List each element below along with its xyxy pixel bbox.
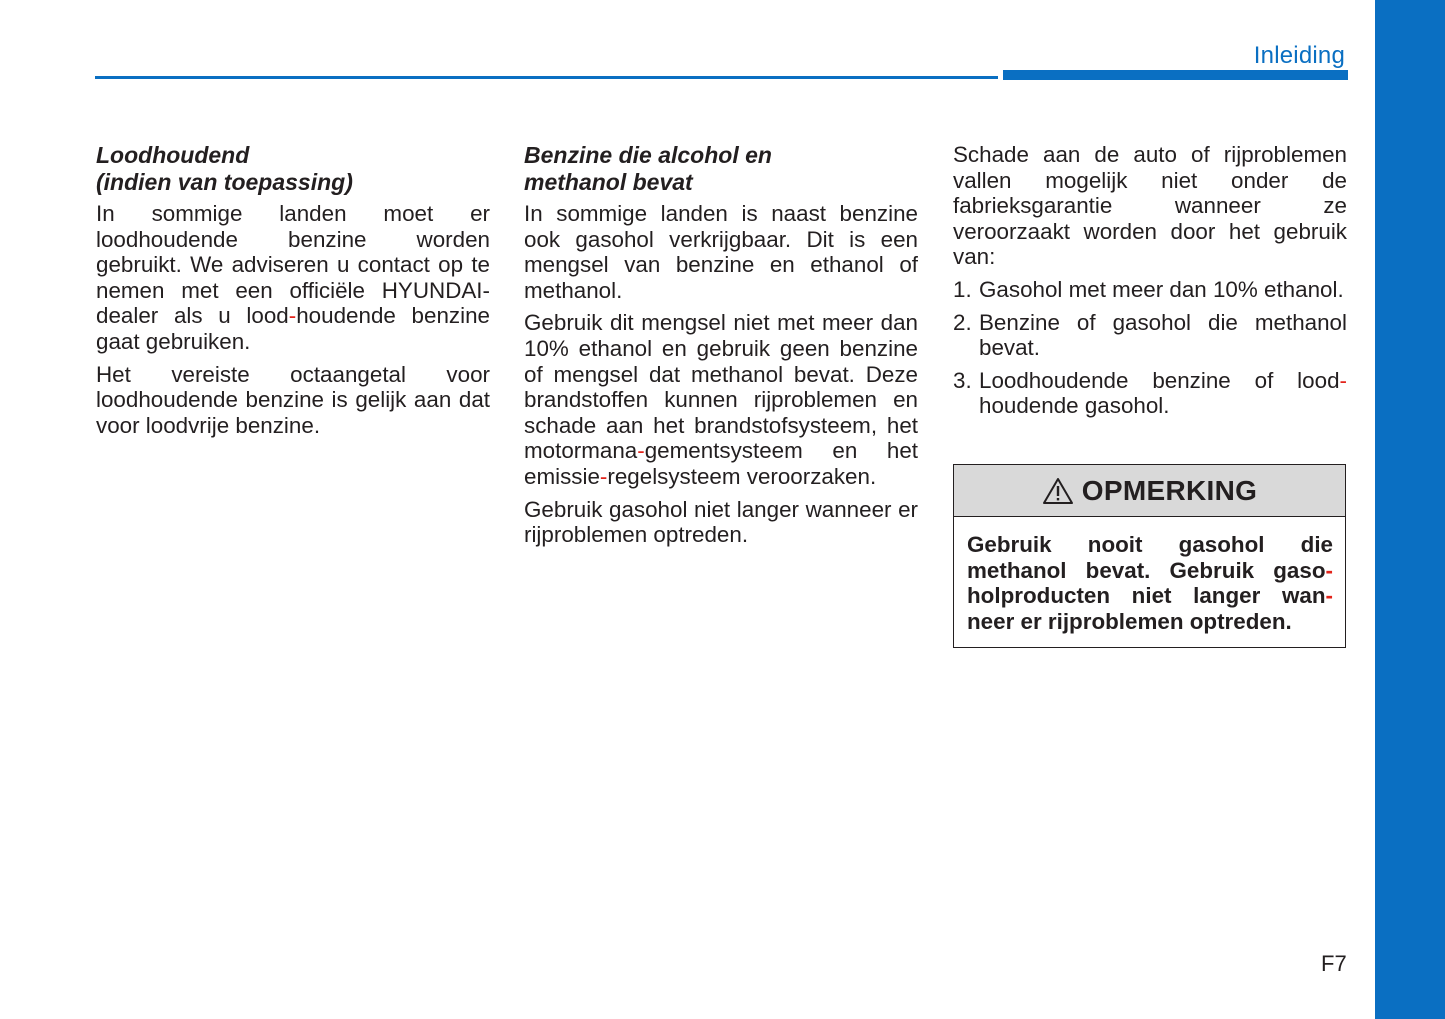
list-item: 1. Gasohol met meer dan 10% ethanol. — [953, 276, 1344, 302]
note-body: Gebruik nooit gasohol die methanol bevat. Gebruik gaso-holproducten niet langer wan-neer er rijproblemen optreden. — [967, 532, 1333, 634]
numbered-list — [953, 277, 1347, 419]
chapter-side-tab — [1375, 0, 1445, 1019]
heading-alcohol-fuel: Benzine die alcohol en methanol bevat — [524, 142, 772, 195]
header-rule — [95, 76, 998, 79]
note-header — [954, 465, 1345, 517]
heading-lead-fuel: Loodhoudend (indien van toepassing) — [96, 142, 353, 195]
section-title: Inleiding — [1253, 42, 1345, 69]
paragraph: Het vereiste octaangetal voor loodhoudende benzine is gelijk aan dat voor loodvrije benzine. — [96, 361, 490, 438]
column-alcohol-fuel — [524, 142, 918, 555]
note-box — [953, 464, 1346, 648]
paragraph: In sommige landen moet er loodhoudende benzine worden gebruikt. We adviseren u contact op te nemen met een officiële HYUNDAI-dealer als u lood-houdende benzine gaat gebruiken. — [96, 201, 490, 354]
column-warranty — [953, 142, 1347, 426]
list-item: 2. Benzine of gasohol die methanol bevat. — [953, 309, 1347, 361]
page-number: F7 — [1321, 951, 1347, 976]
list-item: 3. Loodhoudende benzine of lood-houdende gasohol. — [953, 367, 1347, 419]
column-lead-fuel — [96, 142, 490, 445]
warning-triangle-icon — [1042, 477, 1074, 505]
paragraph: Gebruik dit mengsel niet met meer dan 10% ethanol en gebruik geen benzine of mengsel dat methanol bevat. Deze brandstoffen kunnen rijproblemen en schade aan het brandstofsysteem, het motormana-gementsysteem en het emissie-regelsysteem veroorzaken. — [524, 310, 918, 489]
header-rule-accent — [1003, 70, 1348, 80]
paragraph: In sommige landen is naast benzine ook gasohol verkrijgbaar. Dit is een mengsel van benzine en ethanol of methanol. — [524, 201, 918, 303]
paragraph: Schade aan de auto of rijproblemen vallen mogelijk niet onder de fabrieksgarantie wanneer ze veroorzaakt worden door het gebruik van: — [953, 142, 1347, 270]
paragraph: Gebruik gasohol niet langer wanneer er rijproblemen optreden. — [524, 496, 918, 548]
note-title: OPMERKING — [1081, 474, 1258, 506]
